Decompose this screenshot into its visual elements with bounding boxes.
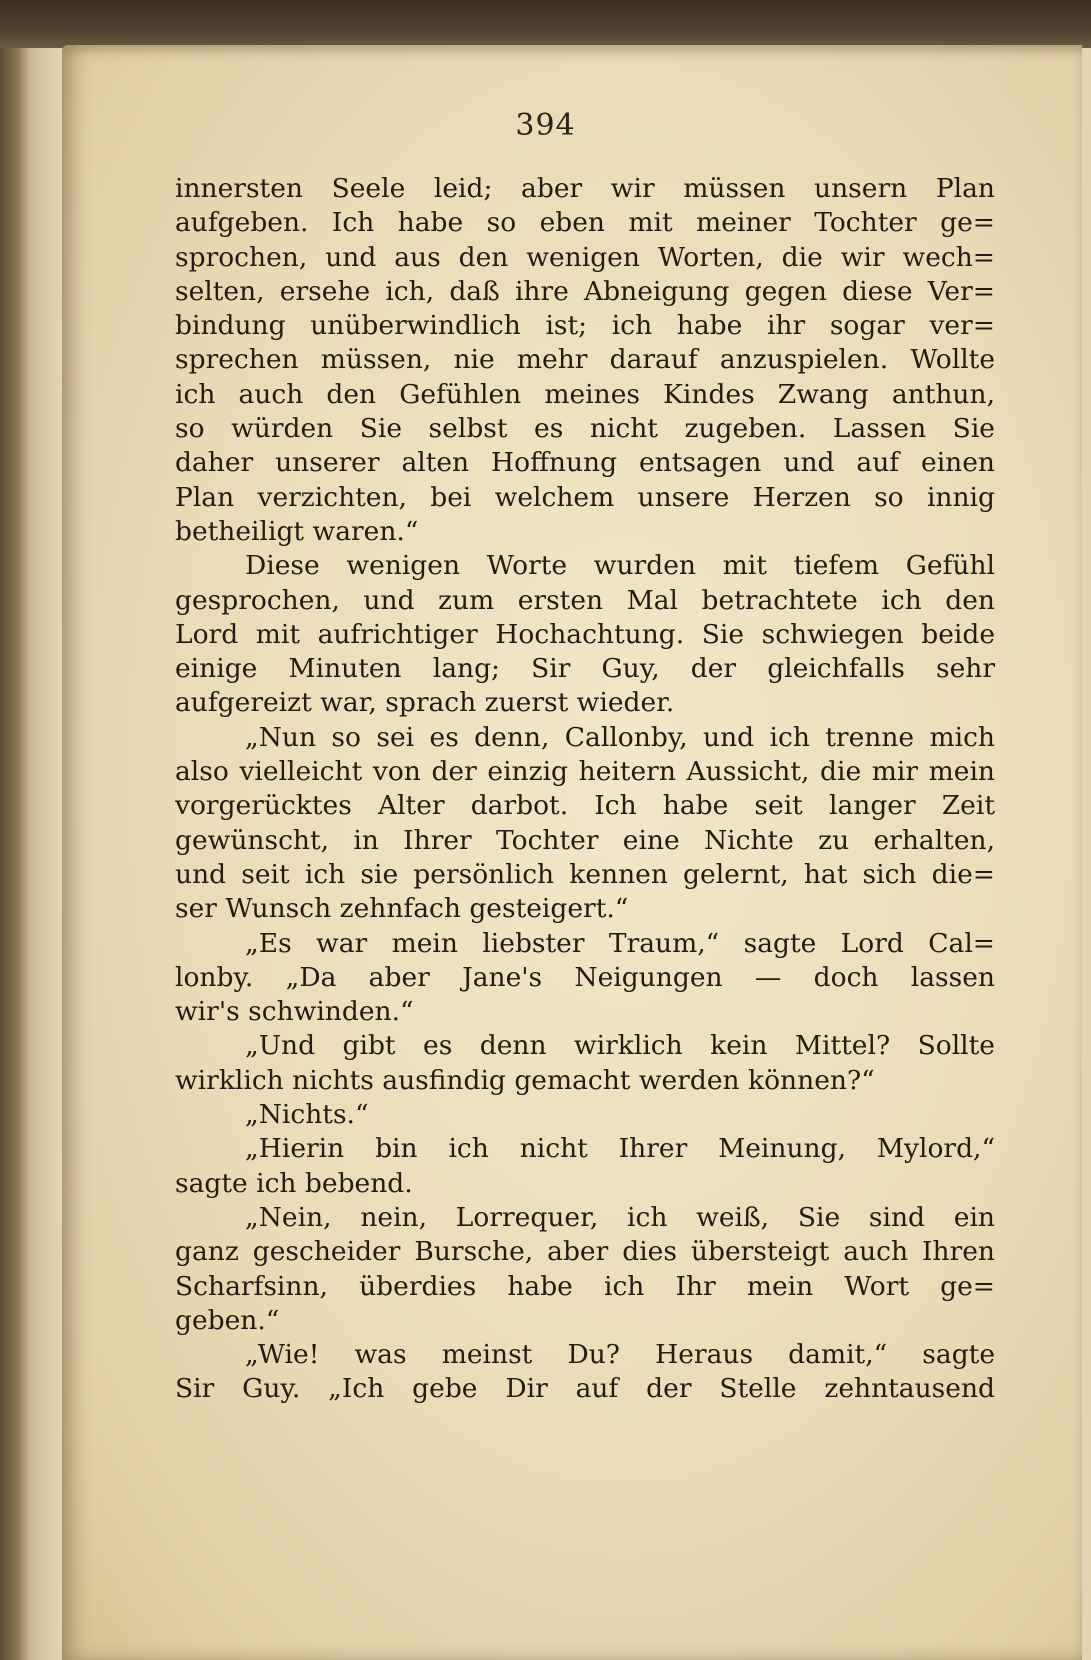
page-number: 394 bbox=[515, 108, 576, 143]
text-line: „Hierin bin ich nicht Ihrer Meinung, Mylord,“ bbox=[245, 1133, 995, 1165]
text-line: „Nein, nein, Lorrequer, ich weiß, Sie sind ein bbox=[245, 1201, 995, 1233]
text-line: „Nichts.“ bbox=[245, 1099, 369, 1131]
text-line: sprechen müssen, nie mehr darauf anzuspielen. Wollte bbox=[175, 344, 995, 376]
text-line: betheiligt waren.“ bbox=[175, 515, 419, 547]
text-line: Plan verzichten, bei welchem unsere Herzen so innig bbox=[175, 481, 995, 513]
text-line: sprochen, und aus den wenigen Worten, die wir wech= bbox=[175, 241, 995, 273]
text-line: „Und gibt es denn wirklich kein Mittel? Sollte bbox=[245, 1030, 995, 1062]
text-line: aufgeben. Ich habe so eben mit meiner Tochter ge= bbox=[175, 207, 995, 239]
text-line: wir's schwinden.“ bbox=[175, 996, 414, 1028]
text-line: sagte ich bebend. bbox=[175, 1167, 413, 1199]
text-line: so würden Sie selbst es nicht zugeben. Lassen Sie bbox=[175, 413, 995, 445]
text-line: Diese wenigen Worte wurden mit tiefem Gefühl bbox=[245, 550, 995, 582]
text-line: Sir Guy. „Ich gebe Dir auf der Stelle zehntausend bbox=[175, 1373, 995, 1405]
text-line: ich auch den Gefühlen meines Kindes Zwang anthun, bbox=[175, 378, 995, 410]
text-line: „Nun so sei es denn, Callonby, und ich trenne mich bbox=[245, 721, 995, 753]
text-line: „Es war mein liebster Traum,“ sagte Lord Cal= bbox=[245, 927, 995, 959]
text-line: einige Minuten lang; Sir Guy, der gleichfalls sehr bbox=[175, 653, 995, 685]
text-line: ganz gescheider Bursche, aber dies übersteigt auch Ihren bbox=[175, 1236, 995, 1268]
text-line: vorgerücktes Alter darbot. Ich habe seit langer Zeit bbox=[175, 790, 995, 822]
text-line: daher unserer alten Hoffnung entsagen und auf einen bbox=[175, 447, 995, 479]
text-line: geben.“ bbox=[175, 1304, 280, 1336]
text-line: selten, ersehe ich, daß ihre Abneigung gegen diese Ver= bbox=[175, 275, 995, 307]
text-line: gewünscht, in Ihrer Tochter eine Nichte zu erhalten, bbox=[175, 824, 995, 856]
text-line: „Wie! was meinst Du? Heraus damit,“ sagte bbox=[245, 1339, 995, 1371]
text-line: ser Wunsch zehnfach gesteigert.“ bbox=[175, 893, 629, 925]
text-line: also vielleicht von der einzig heitern Aussicht, die mir mein bbox=[175, 756, 995, 788]
text-line: innersten Seele leid; aber wir müssen unsern Plan bbox=[175, 173, 995, 204]
text-line: Scharfsinn, überdies habe ich Ihr mein Wort ge= bbox=[175, 1270, 995, 1302]
book-top-edge bbox=[0, 0, 1091, 48]
text-line: gesprochen, und zum ersten Mal betrachtete ich den bbox=[175, 584, 995, 616]
text-line: bindung unüberwindlich ist; ich habe ihr sogar ver= bbox=[175, 310, 995, 342]
text-line: lonby. „Da aber Jane's Neigungen — doch lassen bbox=[175, 961, 995, 993]
text-line: und seit ich sie persönlich kennen gelernt, hat sich die= bbox=[175, 858, 995, 890]
text-line: aufgereizt war, sprach zuerst wieder. bbox=[175, 687, 675, 719]
text-line: Lord mit aufrichtiger Hochachtung. Sie schwiegen beide bbox=[175, 618, 995, 650]
text-line: wirklich nichts ausfindig gemacht werden können?“ bbox=[175, 1064, 875, 1096]
page-text bbox=[175, 172, 995, 1407]
